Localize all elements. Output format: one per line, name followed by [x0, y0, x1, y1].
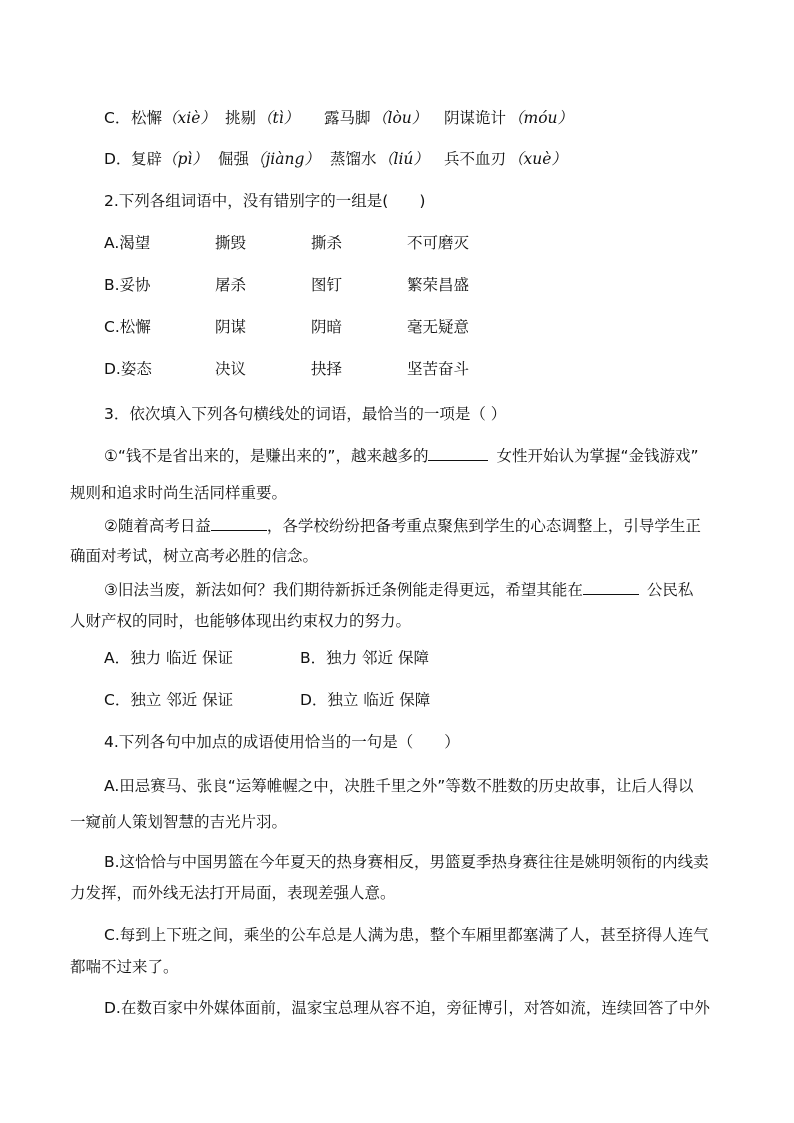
word: 毫无疑意 [407, 318, 470, 336]
q3-option-c: C．独立 邻近 保证 [104, 691, 234, 709]
word: 坚苦奋斗 [407, 360, 470, 378]
word: 决议 [215, 360, 247, 378]
word: 阴谋 [215, 318, 247, 336]
q4-option-d: D.在数百家中外媒体面前，温家宝总理从容不迫，旁征博引，对答如流，连续回答了中外 [104, 999, 710, 1017]
word: 阴暗 [311, 318, 343, 336]
q3-sentence-3-cont: 人财产权的同时，也能够体现出约束权力的努力。 [70, 612, 412, 630]
pinyin: （tì） [257, 109, 300, 127]
word: 倔强 [218, 150, 250, 168]
q3-option-b: B．独力 邻近 保障 [300, 649, 429, 667]
pinyin: （jiàng） [250, 150, 320, 168]
pinyin: （lòu） [372, 109, 428, 127]
q3-option-a: A．独力 临近 保证 [104, 649, 233, 667]
q4-option-a: A.田忌赛马、张良“运筹帷幄之中，决胜千里之外”等数不胜数的历史故事，让后人得以 [104, 777, 694, 795]
option-label: C.松懈 [104, 318, 151, 336]
fill-blank [583, 580, 639, 595]
word: 复辟 [131, 150, 163, 168]
word: 屠杀 [215, 276, 247, 294]
word: 兵不血刃 [444, 150, 507, 168]
word: 阴谋诡计 [444, 109, 507, 127]
q4-stem: 4.下列各句中加点的成语使用恰当的一句是（ ） [104, 733, 460, 751]
word: 不可磨灭 [407, 234, 470, 252]
pinyin: （liú） [378, 150, 429, 168]
fill-blank [211, 516, 267, 531]
q4-option-c: C.每到上下班之间，乘坐的公车总是人满为患，整个车厢里都塞满了人，甚至挤得人连气 [104, 926, 709, 944]
q3-sentence-1: ①“钱不是省出来的，是赚出来的”，越来越多的 女性开始认为掌握“金钱游戏” [104, 447, 699, 465]
word: 露马脚 [324, 109, 371, 127]
word: 抉择 [311, 360, 343, 378]
fill-blank [428, 446, 488, 461]
option-label: C． [104, 109, 131, 127]
q3-sentence-3: ③旧法当废，新法如何？我们期待新拆迁条例能走得更远，希望其能在 公民私 [104, 581, 694, 599]
q3-option-d: D．独立 临近 保障 [300, 691, 431, 709]
option-label: B.妥协 [104, 276, 151, 294]
q3-sentence-2: ②随着高考日益 ，各学校纷纷把备考重点聚焦到学生的心态调整上，引导学生正 [104, 517, 701, 535]
pinyin: （xuè） [508, 150, 567, 168]
pinyin: （pì） [162, 150, 208, 168]
word: 松懈 [131, 109, 163, 127]
option-label: A.渴望 [104, 234, 151, 252]
word: 蒸馏水 [330, 150, 377, 168]
word: 图钉 [311, 276, 343, 294]
word: 撕杀 [311, 234, 343, 252]
q3-stem: 3．依次填入下列各句横线处的词语，最恰当的一项是（ ） [104, 405, 507, 423]
q4-option-a-cont: 一窥前人策划智慧的吉光片羽。 [70, 813, 288, 831]
pinyin: （xiè） [162, 109, 216, 127]
pinyin: （móu） [508, 109, 574, 127]
q3-sentence-2-cont: 确面对考试，树立高考必胜的信念。 [70, 547, 319, 565]
option-label: D． [104, 150, 132, 168]
q4-option-b: B.这恰恰与中国男篮在今年夏天的热身赛相反，男篮夏季热身赛往往是姚明领衔的内线卖 [104, 853, 709, 871]
option-label: D.姿态 [104, 360, 152, 378]
word: 撕毁 [215, 234, 247, 252]
q4-option-c-cont: 都喘不过来了。 [70, 958, 179, 976]
q2-stem: 2.下列各组词语中，没有错别字的一组是( ) [104, 192, 426, 210]
word: 挑剔 [225, 109, 257, 127]
q3-sentence-1-cont: 规则和追求时尚生活同样重要。 [70, 484, 288, 502]
q4-option-b-cont: 力发挥，而外线无法打开局面，表现差强人意。 [70, 884, 396, 902]
word: 繁荣昌盛 [407, 276, 470, 294]
